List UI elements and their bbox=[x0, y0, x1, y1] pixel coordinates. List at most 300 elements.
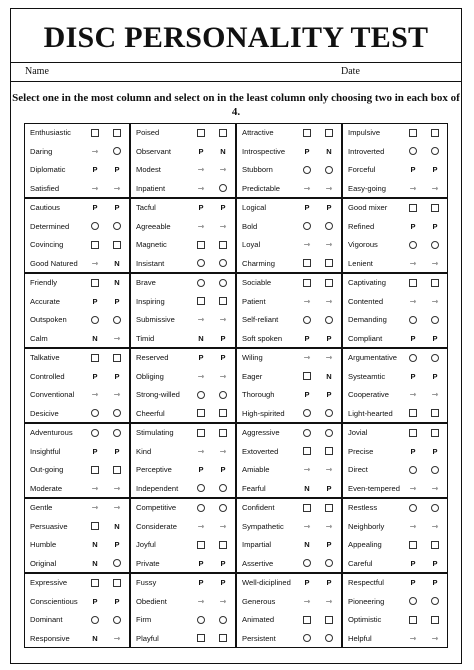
word-group bbox=[236, 423, 342, 498]
word-row bbox=[237, 311, 341, 329]
arrow-icon[interactable]: ⇾ bbox=[303, 521, 311, 531]
word-row bbox=[343, 255, 447, 273]
letter-mark[interactable]: N bbox=[92, 558, 98, 568]
letter-mark[interactable]: P bbox=[92, 165, 98, 174]
circle-icon[interactable] bbox=[195, 277, 207, 289]
arrow-icon[interactable]: ⇾ bbox=[219, 221, 227, 231]
letter-mark[interactable]: P bbox=[114, 540, 120, 549]
arrow-icon[interactable]: ⇾ bbox=[197, 446, 205, 456]
letter-mark[interactable]: N bbox=[114, 278, 120, 287]
word-group bbox=[24, 198, 130, 273]
arrow-icon[interactable]: ⇾ bbox=[325, 240, 333, 249]
box-icon[interactable] bbox=[301, 502, 313, 514]
letter-mark[interactable]: P bbox=[114, 296, 120, 306]
word-row bbox=[343, 480, 447, 498]
letter-mark[interactable]: P bbox=[220, 203, 226, 212]
arrow-icon[interactable]: ⇾ bbox=[409, 183, 417, 193]
letter-mark[interactable]: N bbox=[92, 633, 98, 643]
box-icon[interactable] bbox=[89, 239, 101, 251]
letter-mark[interactable]: P bbox=[410, 371, 416, 381]
arrow-icon[interactable]: ⇾ bbox=[219, 315, 227, 324]
box-icon[interactable] bbox=[429, 539, 441, 551]
letter-mark[interactable]: N bbox=[92, 540, 98, 549]
circle-icon[interactable] bbox=[195, 483, 207, 495]
arrow-icon[interactable]: ⇾ bbox=[431, 296, 439, 306]
circle-icon[interactable] bbox=[407, 146, 419, 158]
circle-icon[interactable] bbox=[217, 183, 229, 195]
circle-icon[interactable] bbox=[323, 314, 335, 326]
word-label: Modest bbox=[136, 165, 161, 174]
circle-icon[interactable] bbox=[429, 502, 441, 514]
word-row bbox=[25, 330, 129, 348]
word-label: Private bbox=[136, 558, 160, 568]
arrow-icon[interactable]: ⇾ bbox=[431, 483, 439, 493]
box-icon[interactable] bbox=[111, 464, 123, 476]
word-row bbox=[131, 143, 235, 161]
letter-mark[interactable]: P bbox=[198, 353, 204, 362]
box-icon[interactable] bbox=[89, 127, 101, 139]
circle-icon[interactable] bbox=[217, 258, 229, 270]
box-icon[interactable] bbox=[323, 614, 335, 626]
letter-mark[interactable]: N bbox=[326, 371, 332, 381]
arrow-icon[interactable]: ⇾ bbox=[197, 371, 205, 381]
box-icon[interactable] bbox=[429, 408, 441, 420]
word-row bbox=[343, 443, 447, 461]
word-row bbox=[343, 293, 447, 311]
box-icon[interactable] bbox=[195, 296, 207, 308]
word-row bbox=[25, 311, 129, 329]
letter-mark[interactable]: P bbox=[220, 333, 226, 343]
circle-icon[interactable] bbox=[195, 502, 207, 514]
word-group bbox=[130, 273, 236, 348]
word-label: Sociable bbox=[242, 278, 272, 287]
circle-icon[interactable] bbox=[323, 633, 335, 645]
letter-mark[interactable]: P bbox=[326, 333, 332, 343]
letter-mark[interactable]: P bbox=[410, 578, 416, 587]
circle-icon[interactable] bbox=[323, 558, 335, 570]
letter-mark[interactable]: P bbox=[410, 221, 416, 231]
box-icon[interactable] bbox=[323, 277, 335, 289]
letter-mark[interactable]: P bbox=[326, 540, 332, 549]
box-icon[interactable] bbox=[301, 371, 313, 383]
arrow-icon[interactable]: ⇾ bbox=[219, 596, 227, 606]
circle-icon[interactable] bbox=[301, 164, 313, 176]
letter-mark[interactable]: P bbox=[326, 483, 332, 493]
word-label: Persuasive bbox=[30, 521, 68, 531]
word-row bbox=[237, 593, 341, 611]
arrow-icon[interactable]: ⇾ bbox=[431, 258, 439, 268]
letter-mark[interactable]: P bbox=[220, 353, 226, 362]
letter-mark[interactable]: P bbox=[410, 446, 416, 456]
word-row bbox=[343, 611, 447, 629]
box-icon[interactable] bbox=[89, 521, 101, 533]
letter-mark[interactable]: P bbox=[114, 371, 120, 381]
letter-mark[interactable]: P bbox=[304, 333, 310, 343]
arrow-icon[interactable]: ⇾ bbox=[303, 353, 311, 362]
arrow-icon[interactable]: ⇾ bbox=[409, 258, 417, 268]
word-row bbox=[343, 424, 447, 442]
arrow-icon[interactable]: ⇾ bbox=[219, 521, 227, 531]
arrow-icon[interactable]: ⇾ bbox=[431, 183, 439, 193]
box-icon[interactable] bbox=[429, 202, 441, 214]
circle-icon[interactable] bbox=[429, 314, 441, 326]
box-icon[interactable] bbox=[195, 427, 207, 439]
box-icon[interactable] bbox=[217, 239, 229, 251]
box-icon[interactable] bbox=[195, 408, 207, 420]
letter-mark[interactable]: P bbox=[92, 596, 98, 606]
box-icon[interactable] bbox=[429, 277, 441, 289]
box-icon[interactable] bbox=[217, 127, 229, 139]
circle-icon[interactable] bbox=[429, 464, 441, 476]
circle-icon[interactable] bbox=[217, 614, 229, 626]
box-icon[interactable] bbox=[89, 464, 101, 476]
circle-icon[interactable] bbox=[89, 614, 101, 626]
word-group bbox=[130, 348, 236, 423]
word-label: Insistant bbox=[136, 258, 165, 268]
word-row bbox=[25, 349, 129, 367]
letter-mark[interactable]: P bbox=[92, 296, 98, 306]
word-label: Precise bbox=[348, 446, 374, 456]
arrow-icon[interactable]: ⇾ bbox=[219, 446, 227, 456]
word-row bbox=[131, 499, 235, 517]
letter-mark[interactable]: N bbox=[92, 333, 98, 343]
circle-icon[interactable] bbox=[217, 277, 229, 289]
word-row bbox=[237, 330, 341, 348]
arrow-icon[interactable]: ⇾ bbox=[303, 183, 311, 193]
letter-mark[interactable]: P bbox=[410, 558, 416, 568]
word-row bbox=[131, 405, 235, 423]
arrow-icon[interactable]: ⇾ bbox=[303, 465, 311, 474]
word-label: High-spirited bbox=[242, 408, 285, 418]
box-icon[interactable] bbox=[301, 258, 313, 270]
box-icon[interactable] bbox=[195, 633, 207, 645]
arrow-icon[interactable]: ⇾ bbox=[303, 596, 311, 606]
box-icon[interactable] bbox=[407, 127, 419, 139]
circle-icon[interactable] bbox=[429, 239, 441, 251]
circle-icon[interactable] bbox=[301, 221, 313, 233]
box-icon[interactable] bbox=[195, 127, 207, 139]
word-row bbox=[237, 499, 341, 517]
word-label: Forceful bbox=[348, 165, 376, 174]
arrow-icon[interactable]: ⇾ bbox=[431, 390, 439, 399]
word-label: Strong-willed bbox=[136, 390, 180, 399]
circle-icon[interactable] bbox=[407, 314, 419, 326]
box-icon[interactable] bbox=[429, 127, 441, 139]
circle-icon[interactable] bbox=[217, 389, 229, 401]
letter-mark[interactable]: N bbox=[326, 146, 332, 156]
word-label: Calm bbox=[30, 333, 48, 343]
letter-mark[interactable]: P bbox=[114, 446, 120, 456]
word-row bbox=[237, 480, 341, 498]
word-row bbox=[25, 499, 129, 517]
circle-icon[interactable] bbox=[323, 164, 335, 176]
box-icon[interactable] bbox=[89, 577, 101, 589]
box-icon[interactable] bbox=[111, 127, 123, 139]
word-label: Friendly bbox=[30, 278, 58, 287]
word-label: Outspoken bbox=[30, 315, 67, 324]
circle-icon[interactable] bbox=[407, 464, 419, 476]
letter-mark[interactable]: P bbox=[432, 221, 438, 231]
letter-mark[interactable]: P bbox=[304, 203, 310, 212]
box-icon[interactable] bbox=[407, 277, 419, 289]
circle-icon[interactable] bbox=[111, 614, 123, 626]
box-icon[interactable] bbox=[323, 446, 335, 458]
circle-icon[interactable] bbox=[217, 502, 229, 514]
box-icon[interactable] bbox=[301, 127, 313, 139]
arrow-icon[interactable]: ⇾ bbox=[431, 633, 439, 643]
word-label: Lenient bbox=[348, 258, 373, 268]
arrow-icon[interactable]: ⇾ bbox=[325, 596, 333, 606]
arrow-icon[interactable]: ⇾ bbox=[303, 240, 311, 249]
letter-mark[interactable]: P bbox=[220, 558, 226, 568]
arrow-icon[interactable]: ⇾ bbox=[431, 521, 439, 531]
box-icon[interactable] bbox=[195, 539, 207, 551]
letter-mark[interactable]: P bbox=[326, 203, 332, 212]
arrow-icon[interactable]: ⇾ bbox=[197, 165, 205, 174]
letter-mark[interactable]: P bbox=[114, 596, 120, 606]
circle-icon[interactable] bbox=[89, 427, 101, 439]
circle-icon[interactable] bbox=[195, 389, 207, 401]
box-icon[interactable] bbox=[323, 258, 335, 270]
circle-icon[interactable] bbox=[89, 221, 101, 233]
word-label: Respectful bbox=[348, 578, 384, 587]
box-icon[interactable] bbox=[407, 539, 419, 551]
letter-mark[interactable]: N bbox=[114, 521, 120, 531]
word-row bbox=[237, 236, 341, 254]
circle-icon[interactable] bbox=[111, 221, 123, 233]
arrow-icon[interactable]: ⇾ bbox=[409, 483, 417, 493]
letter-mark[interactable]: N bbox=[304, 540, 310, 549]
word-label: Confident bbox=[242, 503, 275, 512]
box-icon[interactable] bbox=[407, 408, 419, 420]
circle-icon[interactable] bbox=[429, 596, 441, 608]
circle-icon[interactable] bbox=[407, 239, 419, 251]
word-label: Contented bbox=[348, 296, 384, 306]
arrow-icon[interactable]: ⇾ bbox=[113, 483, 121, 493]
arrow-icon[interactable]: ⇾ bbox=[91, 390, 99, 399]
box-icon[interactable] bbox=[111, 352, 123, 364]
circle-icon[interactable] bbox=[301, 558, 313, 570]
letter-mark[interactable]: P bbox=[304, 390, 310, 399]
word-group bbox=[130, 198, 236, 273]
box-icon[interactable] bbox=[89, 277, 101, 289]
letter-mark[interactable]: P bbox=[326, 390, 332, 399]
box-icon[interactable] bbox=[217, 408, 229, 420]
arrow-icon[interactable]: ⇾ bbox=[325, 465, 333, 474]
circle-icon[interactable] bbox=[89, 408, 101, 420]
word-row bbox=[25, 555, 129, 573]
letter-mark[interactable]: N bbox=[304, 483, 310, 493]
word-label: Fearful bbox=[242, 483, 266, 493]
arrow-icon[interactable]: ⇾ bbox=[197, 221, 205, 231]
arrow-icon[interactable]: ⇾ bbox=[219, 165, 227, 174]
letter-mark[interactable]: P bbox=[326, 578, 332, 587]
arrow-icon[interactable]: ⇾ bbox=[197, 521, 205, 531]
word-label: Logical bbox=[242, 203, 267, 212]
word-row bbox=[343, 574, 447, 592]
letter-mark[interactable]: P bbox=[432, 446, 438, 456]
letter-mark[interactable]: N bbox=[114, 258, 120, 268]
letter-mark[interactable]: P bbox=[432, 558, 438, 568]
letter-mark[interactable]: P bbox=[432, 165, 438, 174]
word-row bbox=[237, 218, 341, 236]
word-label: Poised bbox=[136, 128, 160, 137]
arrow-icon[interactable]: ⇾ bbox=[303, 296, 311, 306]
box-icon[interactable] bbox=[429, 614, 441, 626]
box-icon[interactable] bbox=[111, 577, 123, 589]
letter-mark[interactable]: P bbox=[304, 146, 310, 156]
arrow-icon[interactable]: ⇾ bbox=[409, 390, 417, 399]
box-icon[interactable] bbox=[301, 614, 313, 626]
box-icon[interactable] bbox=[195, 239, 207, 251]
circle-icon[interactable] bbox=[111, 408, 123, 420]
word-row bbox=[25, 593, 129, 611]
circle-icon[interactable] bbox=[195, 614, 207, 626]
box-icon[interactable] bbox=[217, 539, 229, 551]
name-label: Name bbox=[25, 66, 49, 77]
word-label: Soft spoken bbox=[242, 333, 283, 343]
box-icon[interactable] bbox=[89, 352, 101, 364]
arrow-icon[interactable]: ⇾ bbox=[91, 146, 99, 156]
arrow-icon[interactable]: ⇾ bbox=[91, 258, 99, 268]
arrow-icon[interactable]: ⇾ bbox=[325, 183, 333, 193]
letter-mark[interactable]: N bbox=[220, 146, 226, 156]
arrow-icon[interactable]: ⇾ bbox=[325, 353, 333, 362]
letter-mark[interactable]: N bbox=[198, 333, 204, 343]
circle-icon[interactable] bbox=[407, 596, 419, 608]
arrow-icon[interactable]: ⇾ bbox=[113, 390, 121, 399]
word-row bbox=[25, 124, 129, 142]
letter-mark[interactable]: P bbox=[198, 578, 204, 587]
word-row bbox=[131, 593, 235, 611]
box-icon[interactable] bbox=[407, 427, 419, 439]
word-group bbox=[236, 573, 342, 648]
arrow-icon[interactable]: ⇾ bbox=[409, 296, 417, 306]
word-row bbox=[343, 518, 447, 536]
word-label: Perceptive bbox=[136, 465, 172, 474]
circle-icon[interactable] bbox=[195, 258, 207, 270]
arrow-icon[interactable]: ⇾ bbox=[91, 483, 99, 493]
box-icon[interactable] bbox=[323, 502, 335, 514]
box-icon[interactable] bbox=[301, 446, 313, 458]
letter-mark[interactable]: P bbox=[92, 371, 98, 381]
arrow-icon[interactable]: ⇾ bbox=[113, 503, 121, 512]
word-label: Gentle bbox=[30, 503, 53, 512]
circle-icon[interactable] bbox=[301, 633, 313, 645]
circle-icon[interactable] bbox=[111, 314, 123, 326]
arrow-icon[interactable]: ⇾ bbox=[325, 521, 333, 531]
letter-mark[interactable]: P bbox=[220, 465, 226, 474]
circle-icon[interactable] bbox=[111, 146, 123, 158]
box-icon[interactable] bbox=[217, 633, 229, 645]
circle-icon[interactable] bbox=[407, 352, 419, 364]
arrow-icon[interactable]: ⇾ bbox=[113, 633, 121, 643]
letter-mark[interactable]: P bbox=[114, 203, 120, 212]
word-label: Introverted bbox=[348, 146, 385, 156]
circle-icon[interactable] bbox=[429, 352, 441, 364]
arrow-icon[interactable]: ⇾ bbox=[409, 633, 417, 643]
letter-mark[interactable]: P bbox=[114, 165, 120, 174]
letter-mark[interactable]: P bbox=[198, 203, 204, 212]
box-icon[interactable] bbox=[429, 427, 441, 439]
letter-mark[interactable]: P bbox=[198, 146, 204, 156]
circle-icon[interactable] bbox=[301, 408, 313, 420]
box-icon[interactable] bbox=[111, 239, 123, 251]
circle-icon[interactable] bbox=[111, 558, 123, 570]
circle-icon[interactable] bbox=[323, 427, 335, 439]
box-icon[interactable] bbox=[217, 427, 229, 439]
arrow-icon[interactable]: ⇾ bbox=[113, 183, 121, 193]
circle-icon[interactable] bbox=[89, 314, 101, 326]
word-label: Dominant bbox=[30, 615, 63, 624]
word-group bbox=[24, 273, 130, 348]
circle-icon[interactable] bbox=[301, 427, 313, 439]
word-group bbox=[130, 123, 236, 198]
word-row bbox=[25, 611, 129, 629]
letter-mark[interactable]: P bbox=[410, 165, 416, 174]
letter-mark[interactable]: P bbox=[432, 371, 438, 381]
word-row bbox=[131, 349, 235, 367]
circle-icon[interactable] bbox=[323, 221, 335, 233]
word-row bbox=[131, 236, 235, 254]
word-row bbox=[131, 461, 235, 479]
letter-mark[interactable]: P bbox=[410, 333, 416, 343]
box-icon[interactable] bbox=[407, 202, 419, 214]
word-row bbox=[131, 161, 235, 179]
word-row bbox=[25, 255, 129, 273]
arrow-icon[interactable]: ⇾ bbox=[197, 315, 205, 324]
letter-mark[interactable]: P bbox=[304, 578, 310, 587]
circle-icon[interactable] bbox=[407, 502, 419, 514]
word-label: Neighborly bbox=[348, 521, 385, 531]
word-label: Impulsive bbox=[348, 128, 381, 137]
arrow-icon[interactable]: ⇾ bbox=[197, 596, 205, 606]
letter-mark[interactable]: P bbox=[198, 558, 204, 568]
letter-mark[interactable]: P bbox=[198, 465, 204, 474]
word-row bbox=[237, 574, 341, 592]
box-icon[interactable] bbox=[217, 296, 229, 308]
letter-mark[interactable]: P bbox=[432, 333, 438, 343]
arrow-icon[interactable]: ⇾ bbox=[409, 521, 417, 531]
arrow-icon[interactable]: ⇾ bbox=[91, 183, 99, 193]
word-group bbox=[236, 498, 342, 573]
circle-icon[interactable] bbox=[429, 146, 441, 158]
letter-mark[interactable]: P bbox=[432, 578, 438, 587]
box-icon[interactable] bbox=[301, 277, 313, 289]
word-row bbox=[237, 180, 341, 198]
circle-icon[interactable] bbox=[323, 408, 335, 420]
word-row bbox=[343, 330, 447, 348]
arrow-icon[interactable]: ⇾ bbox=[91, 503, 99, 512]
circle-icon[interactable] bbox=[217, 483, 229, 495]
arrow-icon[interactable]: ⇾ bbox=[113, 333, 121, 343]
arrow-icon[interactable]: ⇾ bbox=[219, 371, 227, 381]
box-icon[interactable] bbox=[407, 614, 419, 626]
letter-mark[interactable]: P bbox=[92, 446, 98, 456]
circle-icon[interactable] bbox=[301, 314, 313, 326]
circle-icon[interactable] bbox=[111, 427, 123, 439]
letter-mark[interactable]: P bbox=[92, 203, 98, 212]
arrow-icon[interactable]: ⇾ bbox=[197, 183, 205, 193]
word-label: Light-hearted bbox=[348, 408, 393, 418]
word-label: Daring bbox=[30, 146, 53, 156]
word-label: Jovial bbox=[348, 428, 368, 437]
arrow-icon[interactable]: ⇾ bbox=[325, 296, 333, 306]
word-group bbox=[24, 123, 130, 198]
box-icon[interactable] bbox=[323, 127, 335, 139]
letter-mark[interactable]: P bbox=[220, 578, 226, 587]
word-label: Determined bbox=[30, 221, 70, 231]
